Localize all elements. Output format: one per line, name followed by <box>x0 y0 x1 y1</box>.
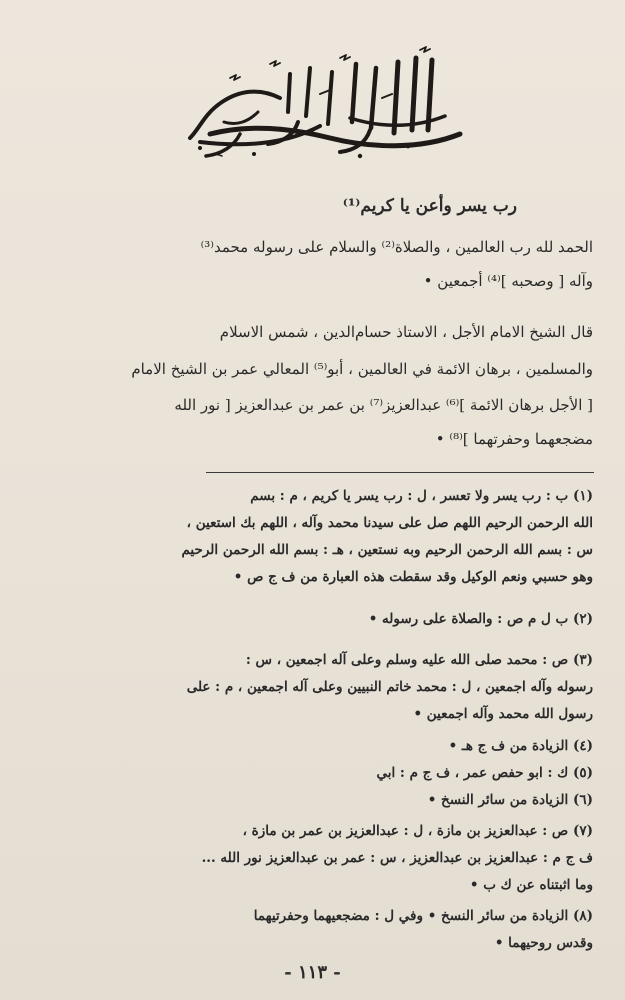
page-number: - ١١٣ - <box>284 962 341 983</box>
body-line: مضجعهما وحفرتهما ]⁽⁸⁾ • <box>435 430 593 448</box>
footnote-line: (٦) الزيادة من سائر النسخ • <box>427 792 593 808</box>
body-line: [ الأجل برهان الائمة ]⁽⁶⁾ عبدالعزيز⁽⁷⁾ بن عمر بن عبدالعزيز [ نور الله <box>174 396 593 414</box>
body-line: الحمد لله رب العالمين ، والصلاة⁽²⁾ والسلام على رسوله محمد⁽³⁾ <box>200 238 593 256</box>
footnote-line: وقدس روحيهما • <box>494 935 593 951</box>
footnote-line: ف ج م : عبدالعزيز بن عبدالعزيز ، س : عمر بن عبدالعزيز نور الله ... <box>201 850 593 866</box>
footnote-line: (١) ب : رب يسر ولا تعسر ، ل : رب يسر يا كريم ، م : بسم <box>250 488 593 504</box>
calligraphy-graphic <box>170 38 470 163</box>
footnote-line: (٥) ك : ابو حفص عمر ، ف ج م : ابي <box>376 765 593 781</box>
footnote-line: وما اثبتناه عن ك ب • <box>469 877 593 893</box>
footnote-line: الله الرحمن الرحيم اللهم صل على سيدنا محمد وآله ، اللهم بك استعين ، <box>186 515 593 531</box>
footnote-line: رسول الله محمد وآله اجمعين • <box>413 706 593 722</box>
footnote-line: (٧) ص : عبدالعزيز بن مازة ، ل : عبدالعزيز بن عمر بن مازة ، <box>242 823 593 839</box>
footnote-line: (٨) الزيادة من سائر النسخ • وفي ل : مضجعيهما وحفرتيهما <box>253 908 593 924</box>
basmala-calligraphy <box>170 38 470 163</box>
footnote-line: رسوله وآله اجمعين ، ل : محمد خاتم النبيين وعلى آله اجمعين ، م : على <box>186 679 593 695</box>
footnote-line: (٢) ب ل م ص : والصلاة على رسوله • <box>368 611 593 627</box>
footnote-line: س : بسم الله الرحمن الرحيم وبه نستعين ، هـ : بسم الله الرحمن الرحيم <box>181 542 593 558</box>
body-line: وآله [ وصحبه ]⁽⁴⁾ أجمعين • <box>423 272 593 290</box>
footnote-line: (٣) ص : محمد صلى الله عليه وسلم وعلى آله اجمعين ، س : <box>245 652 593 668</box>
footnote-divider <box>206 472 594 473</box>
opening-invocation: رب يسر وأعن يا كريم⁽¹⁾ <box>342 196 517 216</box>
body-line: قال الشيخ الامام الأجل ، الاستاذ حسام‌الدين ، شمس الاسلام <box>219 323 593 341</box>
footnote-line: وهو حسبي ونعم الوكيل وقد سقطت هذه العبارة من ف ج ص • <box>233 569 593 585</box>
footnote-line: (٤) الزيادة من ف ج هـ • <box>448 738 593 754</box>
body-line: والمسلمين ، برهان الائمة في العالمين ، أبو⁽⁵⁾ المعالي عمر بن الشيخ الامام <box>131 360 593 378</box>
